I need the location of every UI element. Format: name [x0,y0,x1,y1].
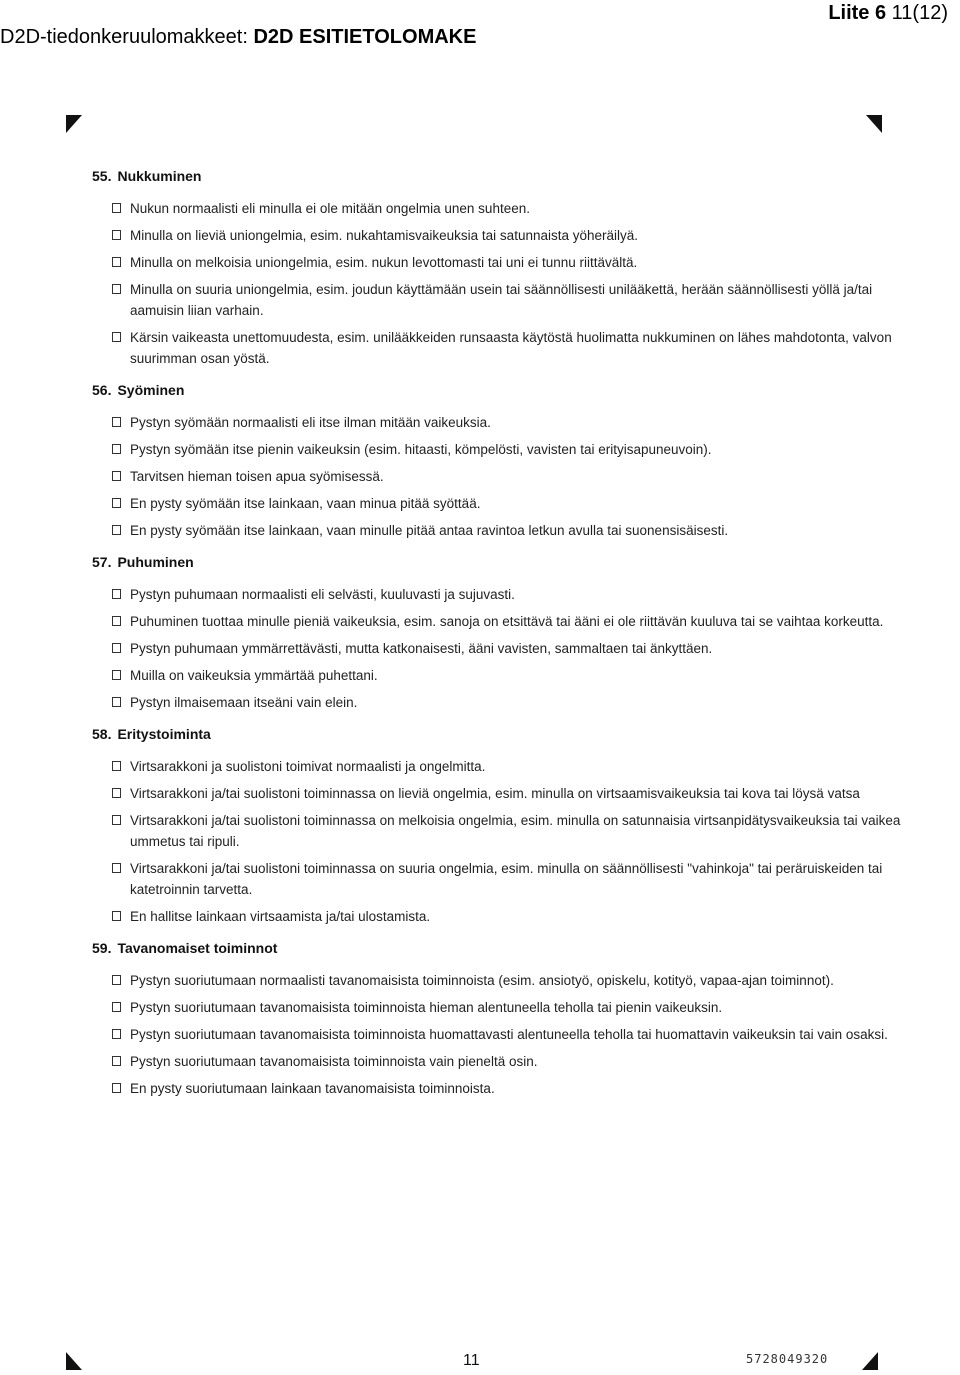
answer-option[interactable] [92,638,928,659]
answer-option-label: Kärsin vaikeasta unettomuudesta, esim. unilääkkeiden runsaasta käytöstä huolimatta nukkuminen on lähes mahdotonta, valvon suurimman osan yöstä. [130,330,892,366]
answer-option[interactable] [92,412,928,433]
answer-option[interactable] [92,997,928,1018]
document-title-prefix: D2D-tiedonkeruulomakkeet: [0,26,254,48]
document-title-form-name: D2D ESITIETOLOMAKE [253,26,477,48]
question-section [92,166,928,369]
answer-checkbox[interactable] [112,616,121,626]
answer-option-label: En hallitse lainkaan virtsaamista ja/tai ulostamista. [130,909,431,924]
answer-checkbox[interactable] [112,417,121,427]
question-title [92,938,928,958]
registration-mark-bottom-right [862,1352,878,1370]
answer-option-label: En pysty syömään itse lainkaan, vaan minulle pitää antaa ravintoa letkun avulla tai suonensisäisesti. [130,523,729,538]
answer-option-label: Pystyn syömään itse pienin vaikeuksin (esim. hitaasti, kömpelösti, vavisten tai erityisapuneuvoin). [130,442,712,457]
question-title [92,552,928,572]
answer-option[interactable] [92,858,928,900]
answer-checkbox[interactable] [112,670,121,680]
answer-option[interactable] [92,252,928,273]
appendix-label: Liite 6 [828,2,887,24]
answer-checkbox[interactable] [112,471,121,481]
answer-option[interactable] [92,327,928,369]
answer-option[interactable] [92,584,928,605]
answer-option[interactable] [92,810,928,852]
answer-checkbox[interactable] [112,444,121,454]
page-number: 11 [463,1352,480,1369]
answer-option[interactable] [92,225,928,246]
question-section [92,380,928,541]
answer-checkbox[interactable] [112,230,121,240]
question-number: 59. [92,940,112,956]
answer-option[interactable] [92,466,928,487]
answer-option[interactable] [92,1078,928,1099]
answer-checkbox[interactable] [112,1083,121,1093]
answer-option[interactable] [92,756,928,777]
answer-checkbox[interactable] [112,788,121,798]
answer-option-label: Virtsarakkoni ja/tai suolistoni toiminnassa on melkoisia ongelmia, esim. minulla on satunnaisia virtsanpidätysvaikeuksia tai vaikea ummetus tai ripuli. [130,813,901,849]
answer-option-label: Tarvitsen hieman toisen apua syömisessä. [130,469,384,484]
answer-option[interactable] [92,665,928,686]
answer-option[interactable] [92,1024,928,1045]
question-title-text: Syöminen [117,382,185,398]
answer-checkbox[interactable] [112,643,121,653]
question-section [92,552,928,713]
answer-option[interactable] [92,1051,928,1072]
answer-option-label: Virtsarakkoni ja/tai suolistoni toiminnassa on lieviä ongelmia, esim. minulla on virtsaamisvaikeuksia tai kova tai löysä vatsa [130,786,860,801]
answer-checkbox[interactable] [112,525,121,535]
question-number: 58. [92,726,112,742]
question-title [92,166,928,186]
answer-option-label: Muilla on vaikeuksia ymmärtää puhettani. [130,668,378,683]
question-number: 57. [92,554,112,570]
appendix-page-label [828,2,948,25]
answer-option-label: Pystyn suoriutumaan tavanomaisista toiminnoista hieman alentuneella teholla tai pienin vaikeuksin. [130,1000,723,1015]
answer-option-label: Nukun normaalisti eli minulla ei ole mitään ongelmia unen suhteen. [130,201,530,216]
appendix-page: 11(12) [886,2,948,24]
answer-checkbox[interactable] [112,498,121,508]
answer-option-label: Pystyn suoriutumaan tavanomaisista toiminnoista vain pieneltä osin. [130,1054,538,1069]
answer-option-label: Pystyn ilmaisemaan itseäni vain elein. [130,695,358,710]
answer-checkbox[interactable] [112,203,121,213]
answer-option[interactable] [92,439,928,460]
answer-option-label: Virtsarakkoni ja/tai suolistoni toiminnassa on suuria ongelmia, esim. minulla on säännöllisesti "vahinkoja" tai peräruiskeiden tai katetroinnin tarvetta. [130,861,883,897]
registration-mark-top-right [866,115,882,133]
answer-option[interactable] [92,970,928,991]
answer-checkbox[interactable] [112,332,121,342]
answer-option[interactable] [92,611,928,632]
answer-option-label: Minulla on lieviä uniongelmia, esim. nukahtamisvaikeuksia tai satunnaista yöheräilyä. [130,228,639,243]
answer-checkbox[interactable] [112,863,121,873]
answer-checkbox[interactable] [112,815,121,825]
answer-option[interactable] [92,493,928,514]
form-code: 5728049320 [746,1352,829,1366]
answer-checkbox[interactable] [112,284,121,294]
answer-option-label: Pystyn syömään normaalisti eli itse ilman mitään vaikeuksia. [130,415,491,430]
question-title-text: Eritystoiminta [117,726,211,742]
answer-checkbox[interactable] [112,975,121,985]
question-title-text: Tavanomaiset toiminnot [117,940,278,956]
answer-checkbox[interactable] [112,1029,121,1039]
question-section [92,938,928,1099]
question-number: 55. [92,168,112,184]
answer-option-label: Pystyn suoriutumaan normaalisti tavanomaisista toiminnoista (esim. ansiotyö, opiskelu, kotityö, vapaa-ajan toiminnot). [130,973,834,988]
answer-checkbox[interactable] [112,589,121,599]
answer-option[interactable] [92,906,928,927]
answer-checkbox[interactable] [112,697,121,707]
answer-option-label: En pysty suoriutumaan lainkaan tavanomaisista toiminnoista. [130,1081,495,1096]
answer-option-label: Pystyn puhumaan normaalisti eli selvästi, kuuluvasti ja sujuvasti. [130,587,515,602]
answer-option-label: Minulla on melkoisia uniongelmia, esim. nukun levottomasti tai uni ei tunnu riittävältä. [130,255,638,270]
question-title [92,380,928,400]
answer-checkbox[interactable] [112,257,121,267]
question-title-text: Nukkuminen [117,168,202,184]
answer-option[interactable] [92,279,928,321]
registration-mark-bottom-left [66,1352,82,1370]
question-number: 56. [92,382,112,398]
answer-option-label: Puhuminen tuottaa minulle pieniä vaikeuksia, esim. sanoja on etsittävä tai ääni ei ole riittävän kuuluva tai se vaihtaa korkeutta. [130,614,884,629]
answer-option-label: Pystyn suoriutumaan tavanomaisista toiminnoista huomattavasti alentuneella teholla tai huomattavin vaikeuksin tai vain osaksi. [130,1027,888,1042]
answer-option-label: Pystyn puhumaan ymmärrettävästi, mutta katkonaisesti, ääni vavisten, sammaltaen tai änkyttäen. [130,641,713,656]
answer-option[interactable] [92,783,928,804]
question-title-text: Puhuminen [117,554,194,570]
document-title [0,26,476,49]
answer-option-label: En pysty syömään itse lainkaan, vaan minua pitää syöttää. [130,496,481,511]
answer-option-label: Virtsarakkoni ja suolistoni toimivat normaalisti ja ongelmitta. [130,759,486,774]
answer-option[interactable] [92,198,928,219]
answer-option[interactable] [92,520,928,541]
answer-checkbox[interactable] [112,1002,121,1012]
question-section [92,724,928,927]
answer-option[interactable] [92,692,928,713]
answer-option-label: Minulla on suuria uniongelmia, esim. joudun käyttämään usein tai säännöllisesti unilääkettä, herään säännöllisesti yöllä ja/tai aamuisin liian varhain. [130,282,873,318]
answer-checkbox[interactable] [112,911,121,921]
answer-checkbox[interactable] [112,761,121,771]
answer-checkbox[interactable] [112,1056,121,1066]
registration-mark-top-left [66,115,82,133]
questionnaire-body [92,166,928,1110]
question-title [92,724,928,744]
